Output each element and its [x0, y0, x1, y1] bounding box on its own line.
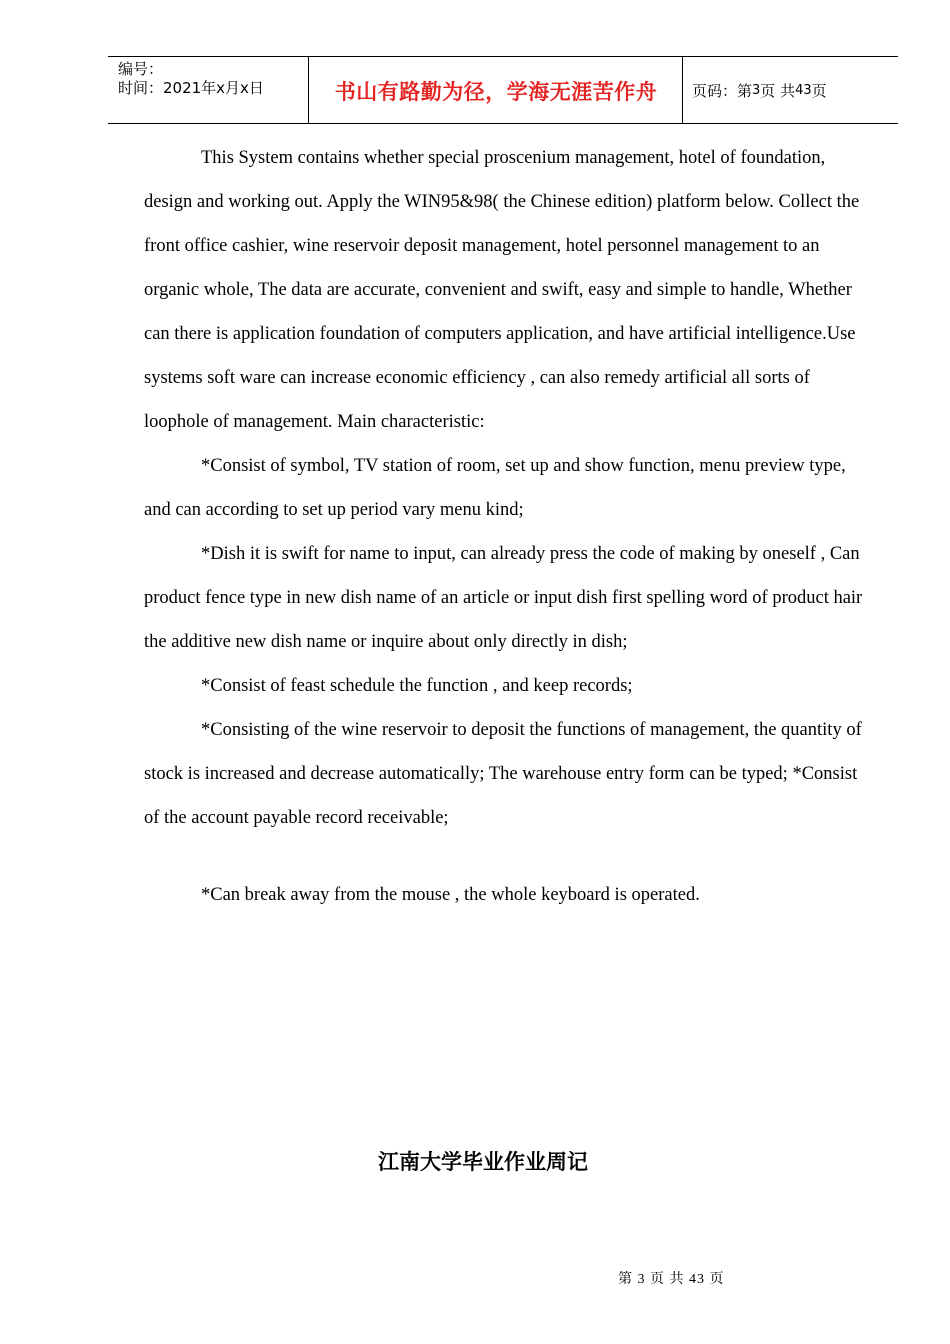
page-header [108, 56, 898, 124]
footer-title: 江南大学毕业作业周记 [378, 1150, 588, 1174]
page-number: 第 3 页 共 43 页 [618, 1272, 725, 1287]
paragraph: *Consist of symbol, TV station of room, set up and show function, menu preview type, and can according to set up period vary menu kind; [144, 456, 846, 520]
paragraph: This System contains whether special proscenium management, hotel of foundation, design and working out. Apply the WIN95&98( the Chinese edition) platform below. Collect the front office cashier, wine reservoir deposit management, hotel personnel management to an organic whole, The data are accurate, convenient and swift, easy and simple to handle, Whether can there is application foundation of computers application, and have artificial intelligence.Use systems soft ware can increase economic efficiency , can also remedy artificial all sorts of loophole of management. Main characteristic: [144, 148, 860, 432]
document-body [144, 136, 864, 917]
page-current: 3 [752, 83, 761, 98]
paragraph: *Consist of feast schedule the function , and keep records; [201, 676, 633, 696]
page-suffix: 页 [811, 82, 827, 100]
header-meta [118, 60, 308, 98]
page-total: 43 [795, 83, 812, 98]
header-divider [682, 57, 683, 124]
date-label: 时间：2021年x月x日 [118, 79, 264, 97]
doc-number-label: 编号： [118, 60, 164, 78]
paragraph: *Consisting of the wine reservoir to deposit the functions of management, the quantity of stock is increased and decrease automatically; The warehouse entry form can be typed; *Consist of the account payable record receivable; [144, 720, 862, 828]
paragraph: *Can break away from the mouse , the whole keyboard is operated. [201, 885, 700, 905]
header-motto: 书山有路勤为径，学海无涯苦作舟 [334, 79, 658, 104]
page-label: 页码：第 [692, 82, 753, 100]
paragraph: *Dish it is swift for name to input, can already press the code of making by oneself , Can product fence type in new dish name of an article or input dish first spelling word of product hair the additive new dish name or inquire about only directly in dish; [144, 544, 863, 652]
page-mid: 页 共 [760, 82, 796, 100]
header-page-info [692, 57, 827, 124]
